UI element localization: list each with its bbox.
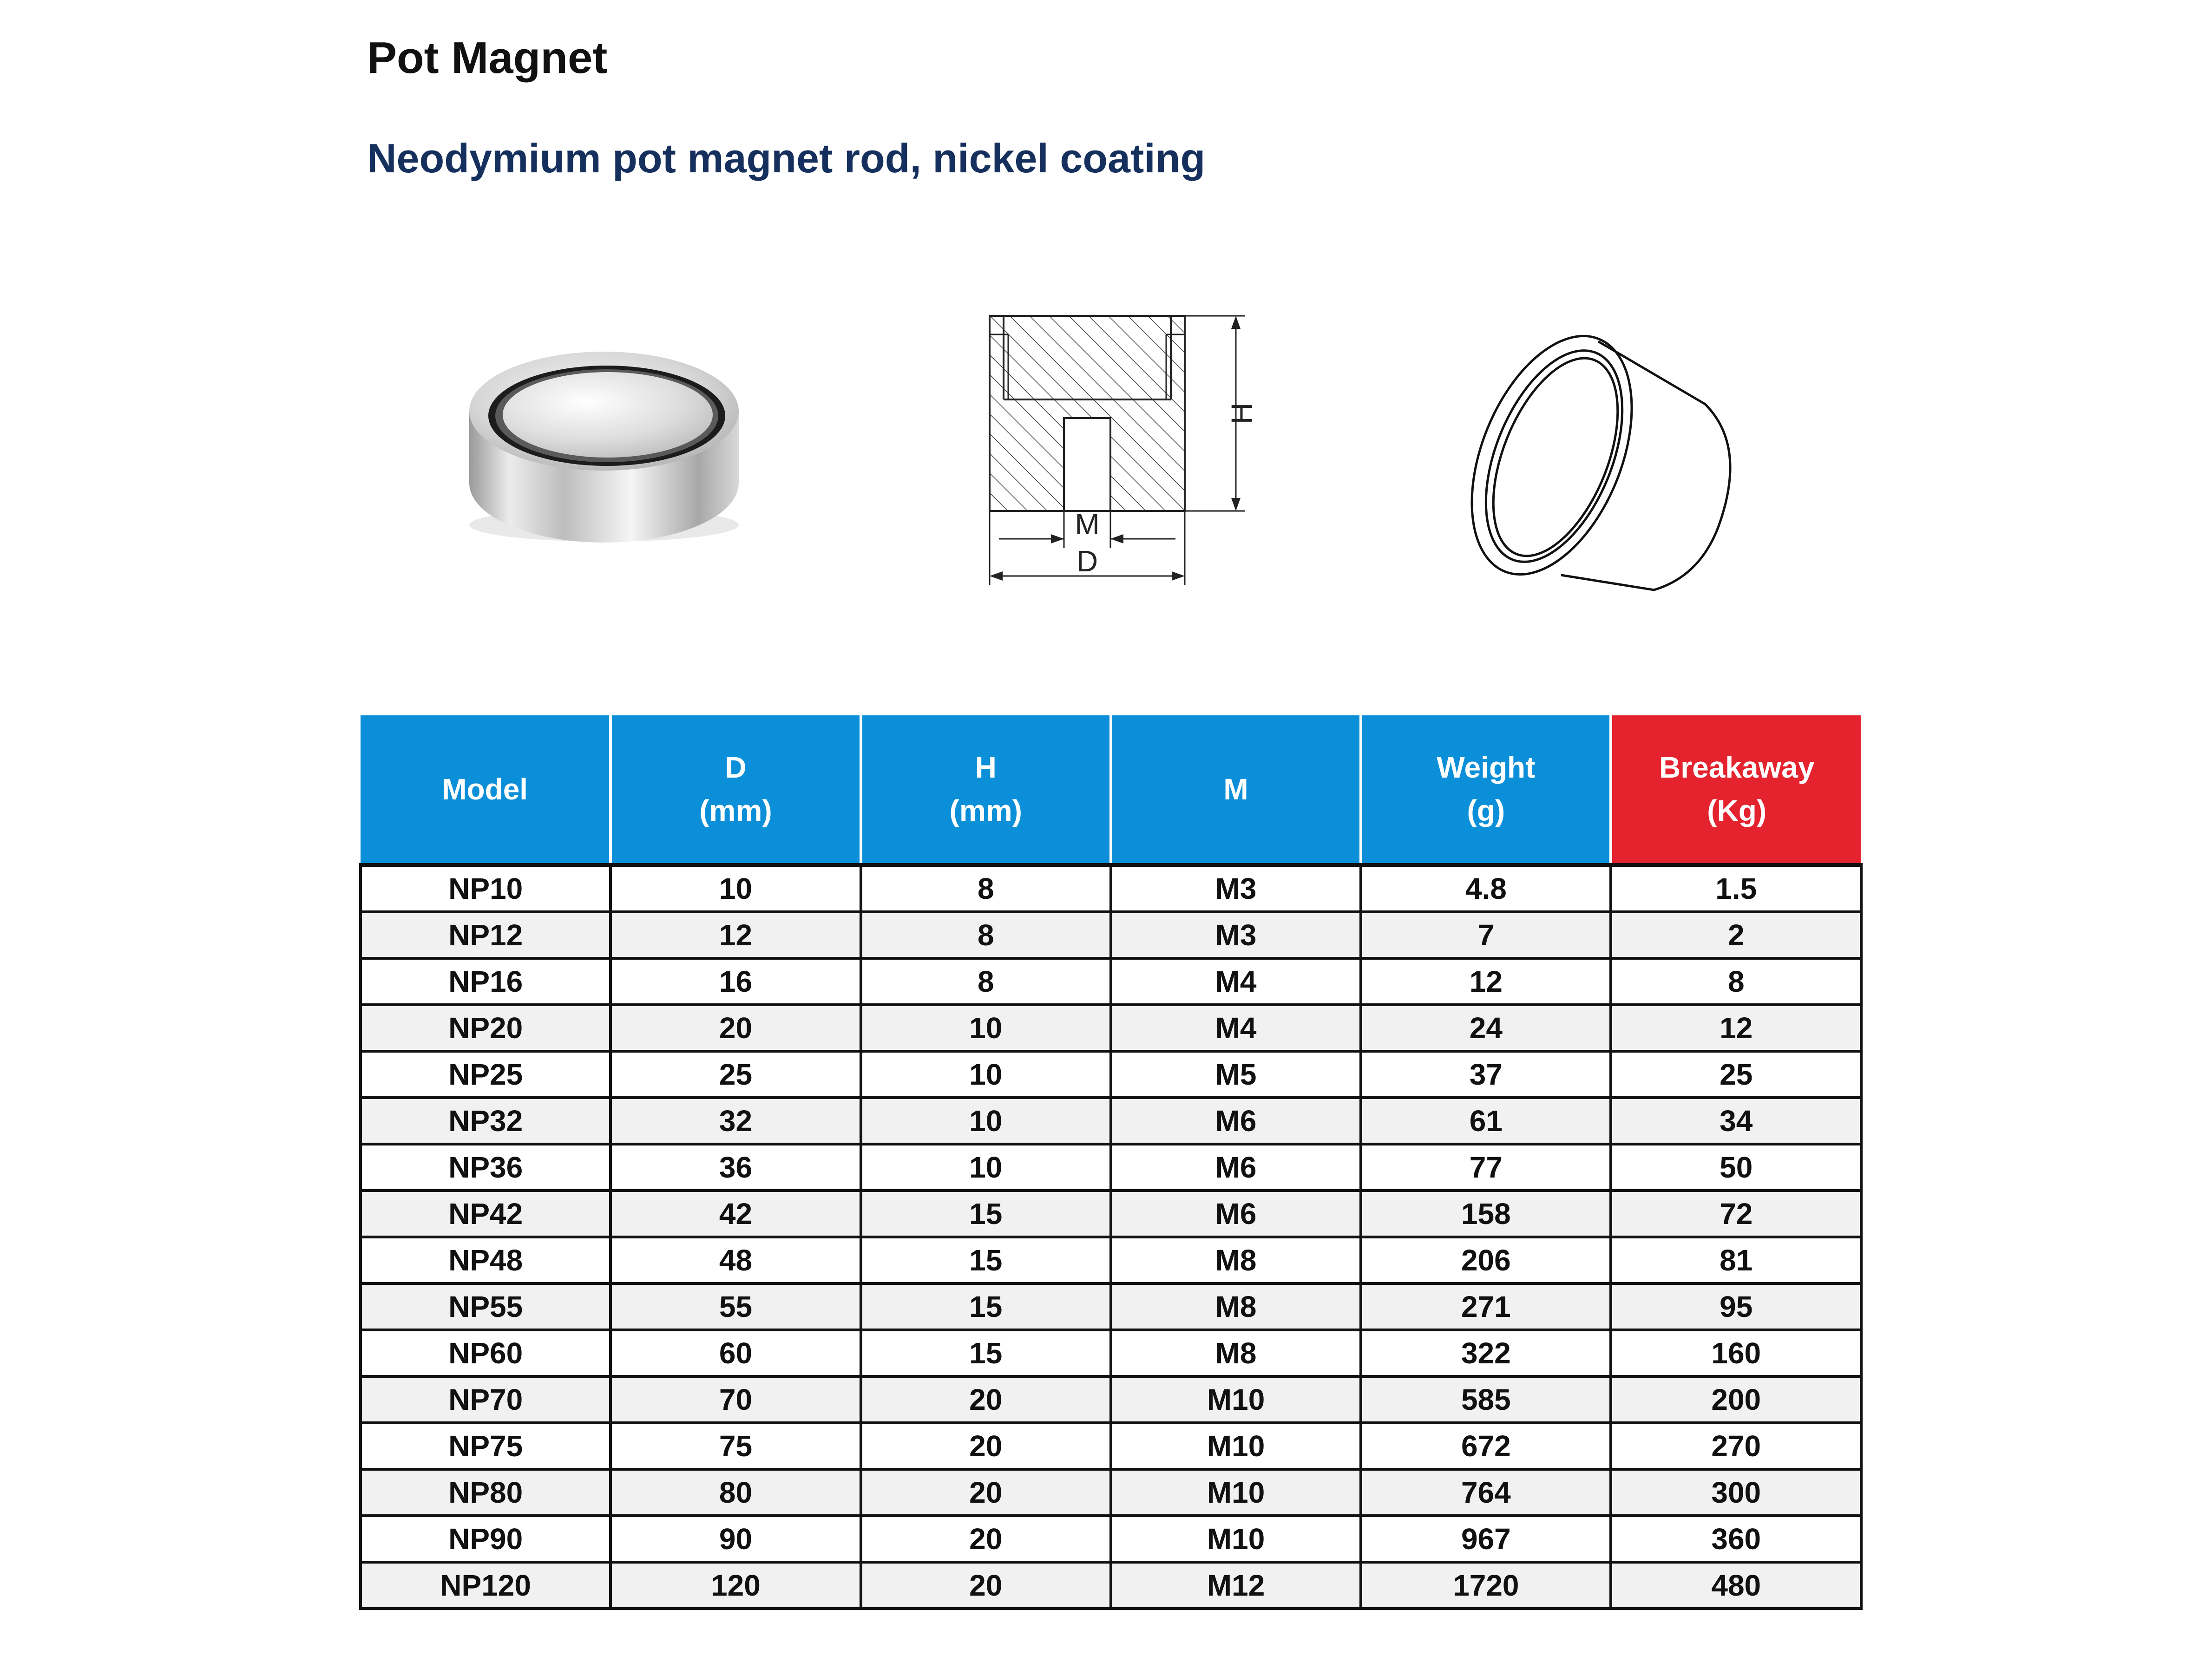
cell-model: NP48 bbox=[361, 1237, 610, 1283]
table-row bbox=[361, 1562, 1861, 1609]
pot-magnet-photo bbox=[460, 307, 748, 548]
cell-m: M10 bbox=[1111, 1516, 1361, 1562]
header-weight: Weight (g) bbox=[1361, 715, 1611, 865]
page-title: Pot Magnet bbox=[367, 33, 608, 83]
cell-m: M4 bbox=[1111, 1005, 1361, 1051]
cell-weight: 206 bbox=[1361, 1237, 1611, 1283]
cell-h: 15 bbox=[861, 1330, 1111, 1376]
cell-h: 10 bbox=[861, 1051, 1111, 1098]
cell-model: NP32 bbox=[361, 1098, 610, 1144]
cell-model: NP42 bbox=[361, 1191, 610, 1237]
cell-m: M12 bbox=[1111, 1562, 1361, 1609]
cell-h: 10 bbox=[861, 1005, 1111, 1051]
cell-d: 60 bbox=[610, 1330, 860, 1376]
cell-m: M6 bbox=[1111, 1098, 1361, 1144]
cell-d: 120 bbox=[610, 1562, 860, 1609]
cell-m: M6 bbox=[1111, 1144, 1361, 1191]
cell-h: 15 bbox=[861, 1237, 1111, 1283]
cell-h: 20 bbox=[861, 1469, 1111, 1516]
cell-breakaway: 8 bbox=[1611, 958, 1861, 1005]
cell-d: 25 bbox=[610, 1051, 860, 1098]
label-h: H bbox=[1225, 402, 1259, 425]
cell-h: 15 bbox=[861, 1191, 1111, 1237]
cell-model: NP16 bbox=[361, 958, 610, 1005]
cell-breakaway: 12 bbox=[1611, 1005, 1861, 1051]
cross-section-drawing bbox=[980, 307, 1259, 595]
cell-model: NP55 bbox=[361, 1283, 610, 1330]
cell-d: 36 bbox=[610, 1144, 860, 1191]
cell-m: M10 bbox=[1111, 1423, 1361, 1469]
cell-model: NP120 bbox=[361, 1562, 610, 1609]
cell-weight: 764 bbox=[1361, 1469, 1611, 1516]
table-row bbox=[361, 1423, 1861, 1469]
cell-h: 8 bbox=[861, 958, 1111, 1005]
table-header-row bbox=[361, 715, 1861, 865]
cell-breakaway: 50 bbox=[1611, 1144, 1861, 1191]
cell-breakaway: 2 bbox=[1611, 912, 1861, 958]
cell-model: NP10 bbox=[361, 865, 610, 912]
cell-weight: 271 bbox=[1361, 1283, 1611, 1330]
cell-weight: 7 bbox=[1361, 912, 1611, 958]
table-row bbox=[361, 865, 1861, 912]
cell-m: M8 bbox=[1111, 1237, 1361, 1283]
cell-m: M8 bbox=[1111, 1330, 1361, 1376]
cell-h: 8 bbox=[861, 865, 1111, 912]
cell-d: 80 bbox=[610, 1469, 860, 1516]
cell-d: 20 bbox=[610, 1005, 860, 1051]
cell-weight: 1720 bbox=[1361, 1562, 1611, 1609]
cell-h: 15 bbox=[861, 1283, 1111, 1330]
table-row bbox=[361, 1516, 1861, 1562]
cell-weight: 967 bbox=[1361, 1516, 1611, 1562]
cell-h: 20 bbox=[861, 1423, 1111, 1469]
cell-breakaway: 1.5 bbox=[1611, 865, 1861, 912]
cell-d: 10 bbox=[610, 865, 860, 912]
table-row bbox=[361, 1330, 1861, 1376]
label-d: D bbox=[1076, 544, 1098, 578]
cell-model: NP80 bbox=[361, 1469, 610, 1516]
cell-breakaway: 72 bbox=[1611, 1191, 1861, 1237]
cell-m: M3 bbox=[1111, 912, 1361, 958]
header-h: H (mm) bbox=[861, 715, 1111, 865]
page-subtitle: Neodymium pot magnet rod, nickel coating bbox=[367, 135, 1206, 181]
cell-weight: 322 bbox=[1361, 1330, 1611, 1376]
cell-m: M5 bbox=[1111, 1051, 1361, 1098]
cell-breakaway: 34 bbox=[1611, 1098, 1861, 1144]
table-row bbox=[361, 1469, 1861, 1516]
cell-m: M4 bbox=[1111, 958, 1361, 1005]
cell-breakaway: 270 bbox=[1611, 1423, 1861, 1469]
cell-m: M3 bbox=[1111, 865, 1361, 912]
table-row bbox=[361, 1191, 1861, 1237]
cell-breakaway: 25 bbox=[1611, 1051, 1861, 1098]
cell-model: NP20 bbox=[361, 1005, 610, 1051]
cell-breakaway: 360 bbox=[1611, 1516, 1861, 1562]
cell-weight: 37 bbox=[1361, 1051, 1611, 1098]
table-row bbox=[361, 1051, 1861, 1098]
cell-d: 70 bbox=[610, 1376, 860, 1423]
cell-m: M6 bbox=[1111, 1191, 1361, 1237]
table-row bbox=[361, 912, 1861, 958]
table-row bbox=[361, 1005, 1861, 1051]
cell-model: NP25 bbox=[361, 1051, 610, 1098]
cell-d: 90 bbox=[610, 1516, 860, 1562]
cell-h: 10 bbox=[861, 1144, 1111, 1191]
cell-d: 55 bbox=[610, 1283, 860, 1330]
cell-model: NP60 bbox=[361, 1330, 610, 1376]
cell-h: 8 bbox=[861, 912, 1111, 958]
table-body bbox=[361, 865, 1861, 1609]
cell-weight: 585 bbox=[1361, 1376, 1611, 1423]
cell-d: 75 bbox=[610, 1423, 860, 1469]
cell-weight: 4.8 bbox=[1361, 865, 1611, 912]
cell-breakaway: 300 bbox=[1611, 1469, 1861, 1516]
specification-table bbox=[359, 715, 1863, 1610]
isometric-drawing bbox=[1459, 307, 1756, 595]
table-row bbox=[361, 1144, 1861, 1191]
cell-breakaway: 480 bbox=[1611, 1562, 1861, 1609]
cell-h: 20 bbox=[861, 1562, 1111, 1609]
table-row bbox=[361, 1376, 1861, 1423]
cell-model: NP36 bbox=[361, 1144, 610, 1191]
cell-d: 16 bbox=[610, 958, 860, 1005]
cell-m: M10 bbox=[1111, 1376, 1361, 1423]
table-row bbox=[361, 1237, 1861, 1283]
cell-h: 20 bbox=[861, 1516, 1111, 1562]
cell-d: 48 bbox=[610, 1237, 860, 1283]
cell-model: NP75 bbox=[361, 1423, 610, 1469]
cell-breakaway: 81 bbox=[1611, 1237, 1861, 1283]
cell-m: M10 bbox=[1111, 1469, 1361, 1516]
cell-m: M8 bbox=[1111, 1283, 1361, 1330]
cell-weight: 12 bbox=[1361, 958, 1611, 1005]
cell-model: NP90 bbox=[361, 1516, 610, 1562]
cell-weight: 672 bbox=[1361, 1423, 1611, 1469]
table-row bbox=[361, 1098, 1861, 1144]
cell-model: NP70 bbox=[361, 1376, 610, 1423]
header-d: D (mm) bbox=[610, 715, 860, 865]
cell-breakaway: 160 bbox=[1611, 1330, 1861, 1376]
cell-weight: 77 bbox=[1361, 1144, 1611, 1191]
cell-weight: 61 bbox=[1361, 1098, 1611, 1144]
header-model: Model bbox=[361, 715, 610, 865]
cell-h: 20 bbox=[861, 1376, 1111, 1423]
cell-d: 32 bbox=[610, 1098, 860, 1144]
cell-model: NP12 bbox=[361, 912, 610, 958]
table-row bbox=[361, 958, 1861, 1005]
header-m: M bbox=[1111, 715, 1361, 865]
table-row bbox=[361, 1283, 1861, 1330]
label-m: M bbox=[1075, 507, 1100, 541]
header-breakaway: Breakaway (Kg) bbox=[1611, 715, 1861, 865]
cell-h: 10 bbox=[861, 1098, 1111, 1144]
cell-breakaway: 95 bbox=[1611, 1283, 1861, 1330]
cell-weight: 158 bbox=[1361, 1191, 1611, 1237]
cell-d: 12 bbox=[610, 912, 860, 958]
cell-weight: 24 bbox=[1361, 1005, 1611, 1051]
cell-d: 42 bbox=[610, 1191, 860, 1237]
cell-breakaway: 200 bbox=[1611, 1376, 1861, 1423]
